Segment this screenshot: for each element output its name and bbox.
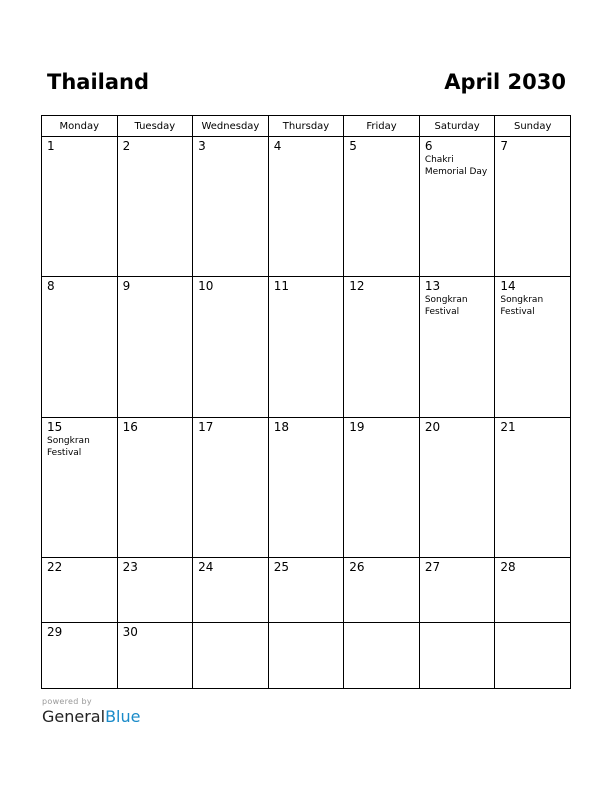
day-number: 25	[273, 559, 289, 574]
day-number: 19	[349, 419, 365, 434]
day-cell	[193, 623, 269, 689]
weekday-tuesday: Tuesday	[117, 116, 193, 137]
day-number: 30	[122, 625, 138, 640]
day-cell	[268, 623, 344, 689]
weekday-header-row	[42, 116, 571, 137]
weekday-friday: Friday	[344, 116, 420, 137]
day-number: 20	[424, 419, 441, 434]
day-cell	[117, 557, 193, 622]
week-row	[42, 277, 571, 417]
day-cell	[42, 557, 118, 622]
day-cell	[268, 137, 344, 277]
day-cell	[495, 557, 571, 622]
day-cell	[419, 417, 495, 557]
day-cell	[344, 417, 420, 557]
day-number: 6	[424, 139, 433, 153]
day-cell	[268, 417, 344, 557]
weekday-monday: Monday	[42, 116, 118, 137]
day-cell	[344, 557, 420, 622]
day-number: 5	[349, 139, 357, 153]
day-cell	[117, 277, 193, 417]
day-cell	[495, 417, 571, 557]
holiday-label: Songkran Festival	[500, 295, 544, 318]
generalblue-logo[interactable]	[42, 707, 140, 726]
day-number: 4	[273, 139, 282, 153]
day-number: 15	[47, 419, 63, 434]
day-number: 14	[500, 279, 516, 294]
day-number: 26	[349, 559, 365, 574]
day-number: 24	[198, 559, 214, 574]
day-cell	[42, 277, 118, 417]
holiday-label: Songkran Festival	[47, 435, 90, 458]
day-cell	[419, 557, 495, 622]
week-row	[42, 417, 571, 557]
weekday-wednesday: Wednesday	[193, 116, 269, 137]
day-number: 8	[47, 279, 55, 294]
day-number: 1	[47, 139, 55, 153]
day-number: 18	[273, 419, 289, 434]
day-cell	[42, 137, 118, 277]
day-number: 7	[500, 139, 509, 153]
day-cell	[117, 417, 193, 557]
holiday-label: Chakri Memorial Day	[424, 155, 488, 177]
week-row	[42, 557, 571, 622]
weekday-saturday: Saturday	[419, 116, 495, 137]
weekday-thursday: Thursday	[268, 116, 344, 137]
day-number: 9	[122, 279, 131, 294]
day-cell	[42, 623, 118, 689]
day-cell	[193, 557, 269, 622]
day-number: 3	[198, 139, 206, 153]
day-number: 17	[198, 419, 214, 434]
day-number: 13	[424, 279, 441, 294]
day-number: 27	[424, 559, 441, 574]
weekday-sunday: Sunday	[495, 116, 571, 137]
day-number: 21	[500, 419, 516, 434]
day-number: 16	[122, 419, 138, 434]
day-number: 28	[500, 559, 516, 574]
day-number: 11	[273, 279, 289, 294]
day-number: 12	[349, 279, 365, 294]
day-cell	[419, 137, 495, 277]
day-cell	[268, 557, 344, 622]
calendar-grid	[41, 115, 571, 689]
week-row	[42, 623, 571, 689]
day-number: 10	[198, 279, 214, 294]
day-cell	[193, 137, 269, 277]
day-number: 2	[122, 139, 131, 153]
month-title: April 2030	[444, 70, 566, 94]
logo-text-general: General	[42, 707, 106, 726]
day-number: 29	[47, 625, 63, 640]
day-cell	[117, 137, 193, 277]
day-cell	[344, 277, 420, 417]
day-cell	[268, 277, 344, 417]
week-row	[42, 137, 571, 277]
day-cell	[193, 277, 269, 417]
day-cell	[419, 277, 495, 417]
day-cell	[344, 623, 420, 689]
powered-by-text: powered by	[42, 697, 92, 706]
day-cell	[344, 137, 420, 277]
logo-text-blue: Blue	[105, 707, 141, 726]
day-cell	[42, 417, 118, 557]
day-cell	[193, 417, 269, 557]
day-cell	[495, 137, 571, 277]
country-title: Thailand	[47, 70, 149, 94]
footer-branding	[42, 697, 140, 726]
day-number: 22	[47, 559, 63, 574]
day-cell	[117, 623, 193, 689]
day-cell	[495, 623, 571, 689]
holiday-label: Songkran Festival	[424, 295, 468, 318]
day-number: 23	[122, 559, 138, 574]
day-cell	[495, 277, 571, 417]
day-cell	[419, 623, 495, 689]
